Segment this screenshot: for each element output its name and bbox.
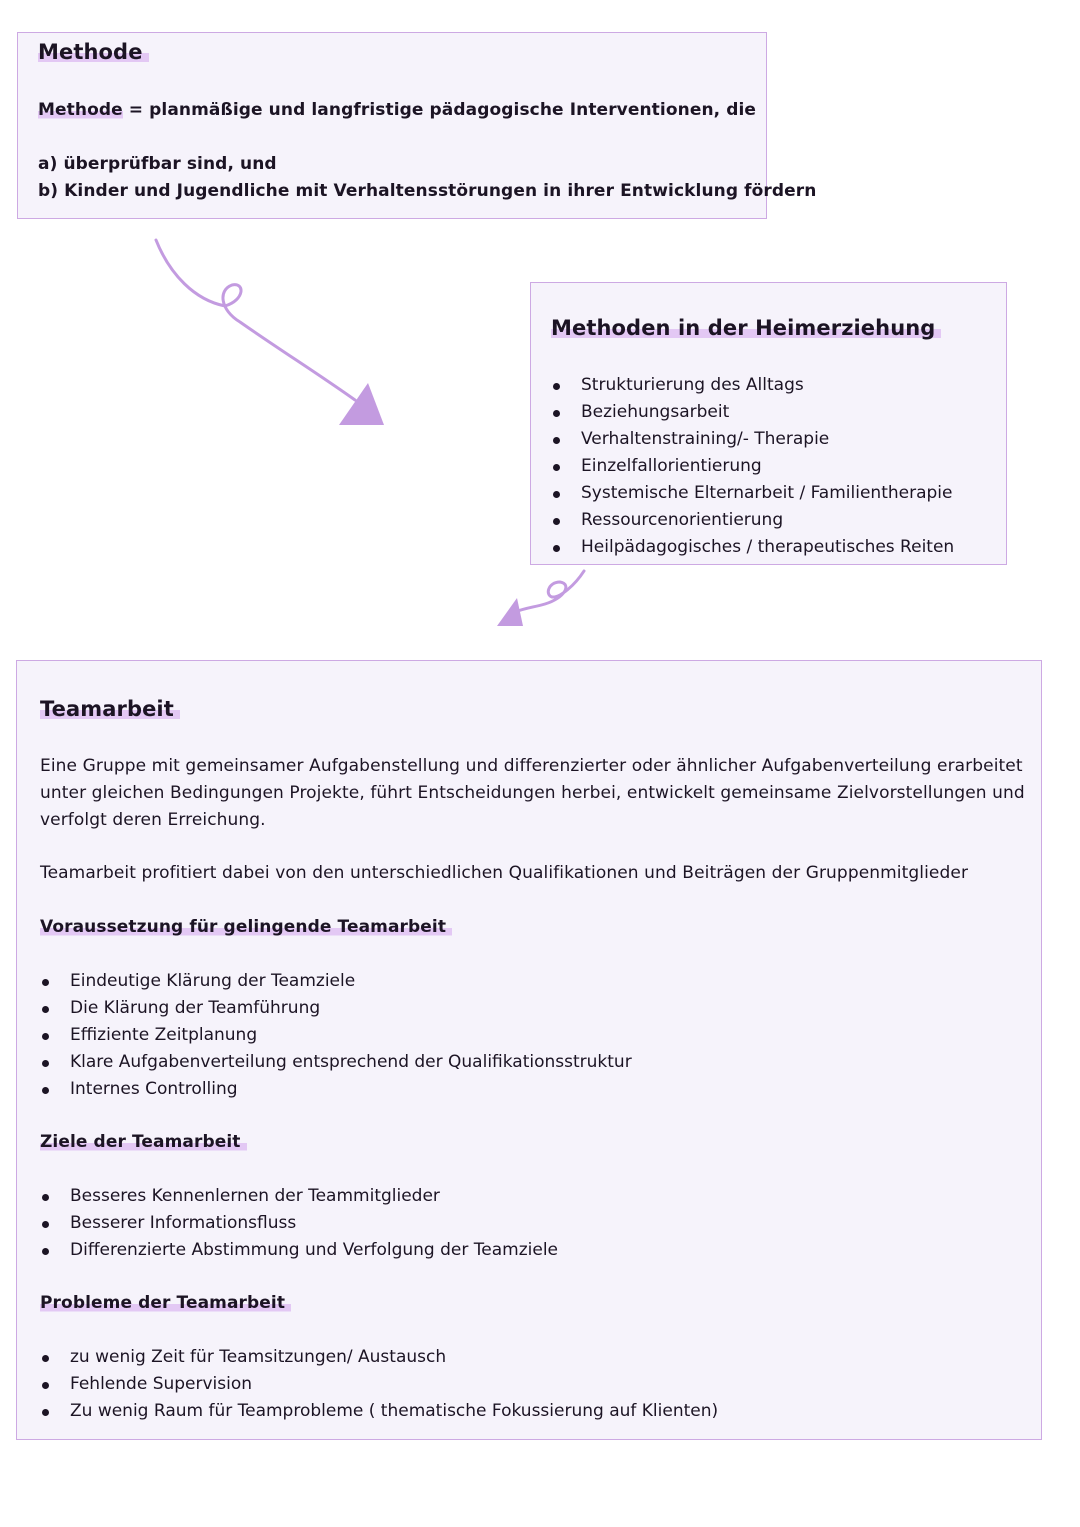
- bullet-icon: [42, 979, 49, 986]
- list-item-text: Zu wenig Raum für Teamprobleme ( thematische Fokussierung auf Klienten): [70, 1401, 719, 1421]
- ziele-list: [40, 1183, 558, 1264]
- bullet-icon: [553, 410, 560, 417]
- list-item-text: Fehlende Supervision: [70, 1374, 253, 1394]
- list-item-text: Eindeutige Klärung der Teamziele: [70, 971, 356, 991]
- list-item: [40, 1022, 632, 1049]
- bullet-icon: [553, 437, 560, 444]
- list-item: [40, 995, 632, 1022]
- teamarbeit-benefit: Teamarbeit profitiert dabei von den unterschiedlichen Qualifikationen und Beiträgen der Gruppenmitglieder: [40, 863, 969, 883]
- list-item-text: Besserer Informationsfluss: [70, 1213, 297, 1233]
- teamarbeit-definition-line: verfolgt deren Erreichung.: [40, 810, 266, 830]
- list-item-text: Heilpädagogisches / therapeutisches Reiten: [581, 537, 955, 557]
- list-item-text: Systemische Elternarbeit / Familientherapie: [581, 483, 953, 503]
- list-item: [40, 1398, 718, 1425]
- methode-point-b: b) Kinder und Jugendliche mit Verhaltensstörungen in ihrer Entwicklung fördern: [38, 181, 817, 201]
- list-item: [40, 1076, 632, 1103]
- list-item: [551, 507, 954, 534]
- methode-definition-text: = planmäßige und langfristige pädagogische Interventionen, die: [122, 100, 757, 120]
- methode-point-a: a) überprüfbar sind, und: [38, 154, 277, 174]
- teamarbeit-definition-line: Eine Gruppe mit gemeinsamer Aufgabenstellung und differenzierter oder ähnlicher Aufgabenverteilung erarbeitet: [40, 756, 1023, 776]
- list-item-text: Differenzierte Abstimmung und Verfolgung der Teamziele: [70, 1240, 558, 1260]
- bullet-icon: [553, 518, 560, 525]
- list-item: [551, 426, 954, 453]
- list-item: [551, 480, 954, 507]
- teamarbeit-box: [16, 660, 1042, 1440]
- bullet-icon: [42, 1087, 49, 1094]
- list-item: [551, 453, 954, 480]
- bullet-icon: [42, 1006, 49, 1013]
- bullet-icon: [42, 1248, 49, 1255]
- probleme-list: [40, 1344, 718, 1425]
- methode-term: Methode: [38, 100, 123, 120]
- list-item: [40, 1371, 718, 1398]
- methode-title-text: Methode: [38, 40, 149, 64]
- heimerziehung-box: [530, 282, 1007, 565]
- bullet-icon: [42, 1221, 49, 1228]
- list-item-text: Internes Controlling: [70, 1079, 238, 1099]
- list-item: [40, 1344, 718, 1371]
- bullet-icon: [553, 464, 560, 471]
- bullet-icon: [553, 545, 560, 552]
- list-item-text: Effiziente Zeitplanung: [70, 1025, 258, 1045]
- list-item-text: zu wenig Zeit für Teamsitzungen/ Austausch: [70, 1347, 447, 1367]
- bullet-icon: [42, 1355, 49, 1362]
- ziele-heading: [40, 1129, 247, 1156]
- methode-box: [17, 32, 817, 219]
- list-item-text: Ressourcenorientierung: [581, 510, 784, 530]
- voraussetzung-heading: [40, 914, 452, 941]
- list-item-text: Die Klärung der Teamführung: [70, 998, 321, 1018]
- arrowhead-2-icon: [497, 598, 523, 626]
- bullet-icon: [42, 1194, 49, 1201]
- list-item: [40, 1183, 558, 1210]
- list-item: [40, 968, 632, 995]
- list-item: [40, 1237, 558, 1264]
- bullet-icon: [42, 1382, 49, 1389]
- arrow-down-left-icon: [515, 571, 584, 612]
- arrowhead-1-icon: [339, 383, 384, 425]
- bullet-icon: [553, 383, 560, 390]
- heimerziehung-list: [551, 372, 954, 561]
- bullet-icon: [42, 1033, 49, 1040]
- methode-title: [38, 39, 149, 66]
- voraussetzung-list: [40, 968, 632, 1103]
- bullet-icon: [553, 491, 560, 498]
- bullet-icon: [42, 1409, 49, 1416]
- arrow-down-right-icon: [156, 240, 355, 400]
- list-item-text: Beziehungsarbeit: [581, 402, 730, 422]
- list-item-text: Strukturierung des Alltags: [581, 375, 804, 395]
- list-item-text: Verhaltenstraining/- Therapie: [581, 429, 830, 449]
- probleme-heading: [40, 1290, 291, 1317]
- list-item: [40, 1210, 558, 1237]
- probleme-heading-text: Probleme der Teamarbeit: [40, 1293, 291, 1313]
- ziele-heading-text: Ziele der Teamarbeit: [40, 1132, 247, 1152]
- teamarbeit-title-text: Teamarbeit: [40, 697, 180, 721]
- list-item: [551, 534, 954, 561]
- list-item: [40, 1049, 632, 1076]
- bullet-icon: [42, 1060, 49, 1067]
- list-item: [551, 399, 954, 426]
- teamarbeit-definition-line: unter gleichen Bedingungen Projekte, führt Entscheidungen herbei, entwickelt gemeinsame Zielvorstellungen und: [40, 783, 1025, 803]
- list-item-text: Besseres Kennenlernen der Teammitglieder: [70, 1186, 440, 1206]
- heimerziehung-title-text: Methoden in der Heimerziehung: [551, 316, 941, 340]
- teamarbeit-title: [40, 696, 180, 723]
- list-item-text: Klare Aufgabenverteilung entsprechend der Qualifikationsstruktur: [70, 1052, 632, 1072]
- list-item: [551, 372, 954, 399]
- voraussetzung-heading-text: Voraussetzung für gelingende Teamarbeit: [40, 917, 452, 937]
- list-item-text: Einzelfallorientierung: [581, 456, 762, 476]
- methode-definition: [38, 97, 756, 124]
- heimerziehung-title: [551, 315, 941, 342]
